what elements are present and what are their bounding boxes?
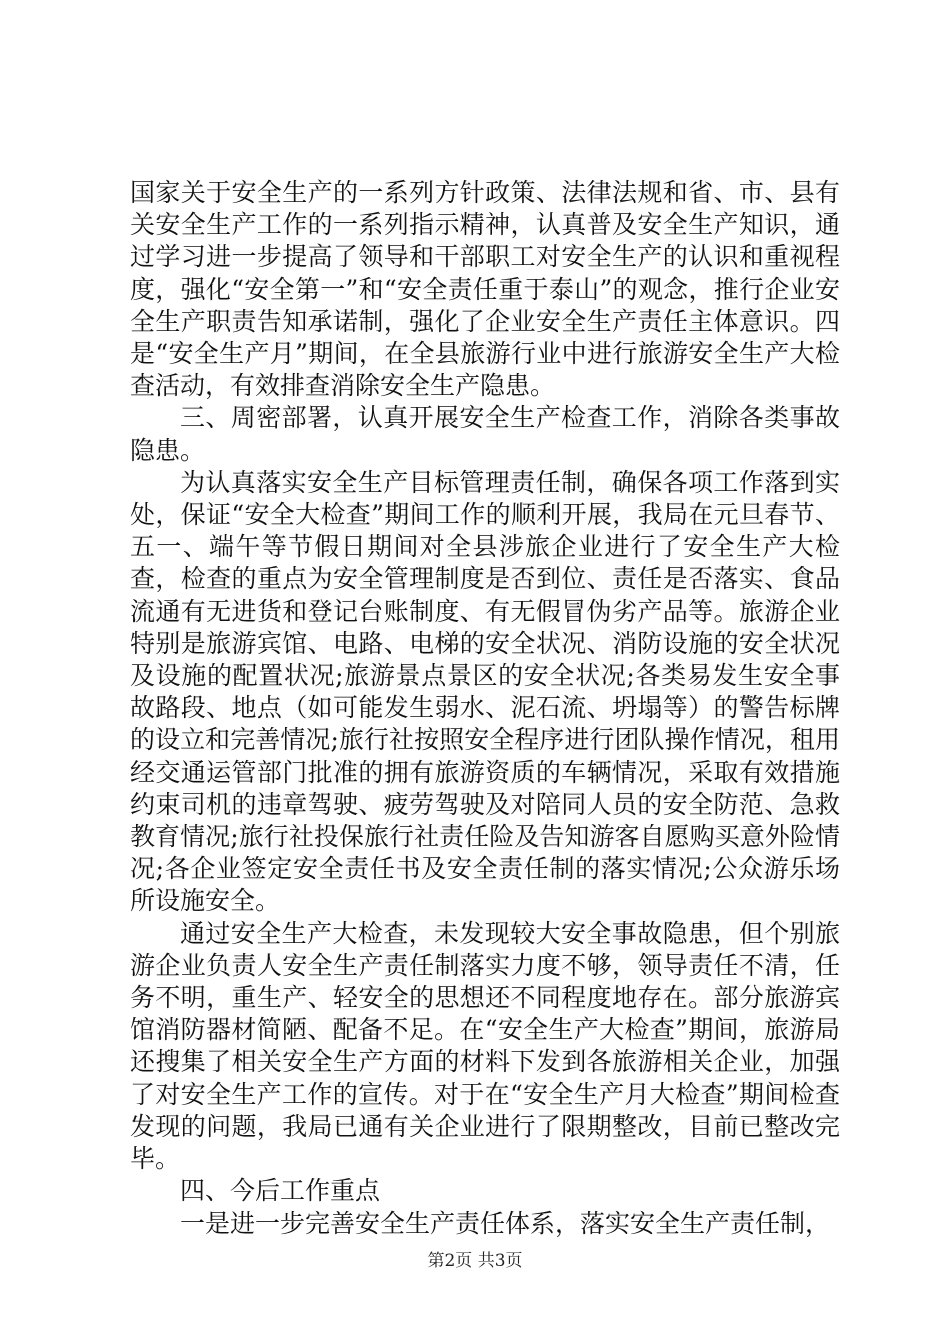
- paragraph-6: 一是进一步完善安全生产责任体系，落实安全生产责任制，: [180, 1208, 831, 1238]
- page-number-footer: 第2页 共3页: [427, 1251, 523, 1271]
- paragraph-3: 为认真落实安全生产目标管理责任制，确保各项工作落到实处，保证“安全大检查”期间工作的顺利开展，我局在元旦春节、五一、端午等节假日期间对全县涉旅企业进行了安全生产大检查，检查的重点为安全管理制度是否到位、责任是否落实、食品流通有无进货和登记台账制度、有无假冒伪劣产品等。旅游企业特别是旅游宾馆、电路、电梯的安全状况、消防设施的安全状况及设施的配置状况;旅游景点景区的安全状况;各类易发生安全事故路段、地点（如可能发生弱水、泥石流、坍塌等）的警告标牌的设立和完善情况;旅行社按照安全程序进行团队操作情况，租用经交通运管部门批准的拥有旅游资质的车辆情况，采取有效措施约束司机的违章驾驶、疲劳驾驶及对陪同人员的安全防范、急救教育情况;旅行社投保旅行社责任险及告知游客自愿购买意外险情况;各企业签定安全责任书及安全责任制的落实情况;公众游乐场所设施安全。: [130, 467, 840, 916]
- heading-section-3: 三、周密部署，认真开展安全生产检查工作，消除各类事故隐患。: [130, 403, 840, 465]
- heading-section-4: 四、今后工作重点: [180, 1176, 381, 1206]
- document-body: [130, 177, 840, 1240]
- paragraph-4: 通过安全生产大检查，未发现较大安全事故隐患，但个别旅游企业负责人安全生产责任制落实力度不够，领导责任不清，任务不明，重生产、轻安全的思想还不同程度地存在。部分旅游宾馆消防器材简陋、配备不足。在“安全生产大检查”期间，旅游局还搜集了相关安全生产方面的材料下发到各旅游相关企业，加强了对安全生产工作的宣传。对于在“安全生产月大检查”期间检查发现的问题，我局已通有关企业进行了限期整改，目前已整改完毕。: [130, 918, 840, 1174]
- paragraph-1: 国家关于安全生产的一系列方针政策、法律法规和省、市、县有关安全生产工作的一系列指示精神，认真普及安全生产知识，通过学习进一步提高了领导和干部职工对安全生产的认识和重视程度，强化“安全第一”和“安全责任重于泰山”的观念，推行企业安全生产职责告知承诺制，强化了企业安全生产责任主体意识。四是“安全生产月”期间，在全县旅游行业中进行旅游安全生产大检查活动，有效排查消除安全生产隐患。: [130, 178, 840, 401]
